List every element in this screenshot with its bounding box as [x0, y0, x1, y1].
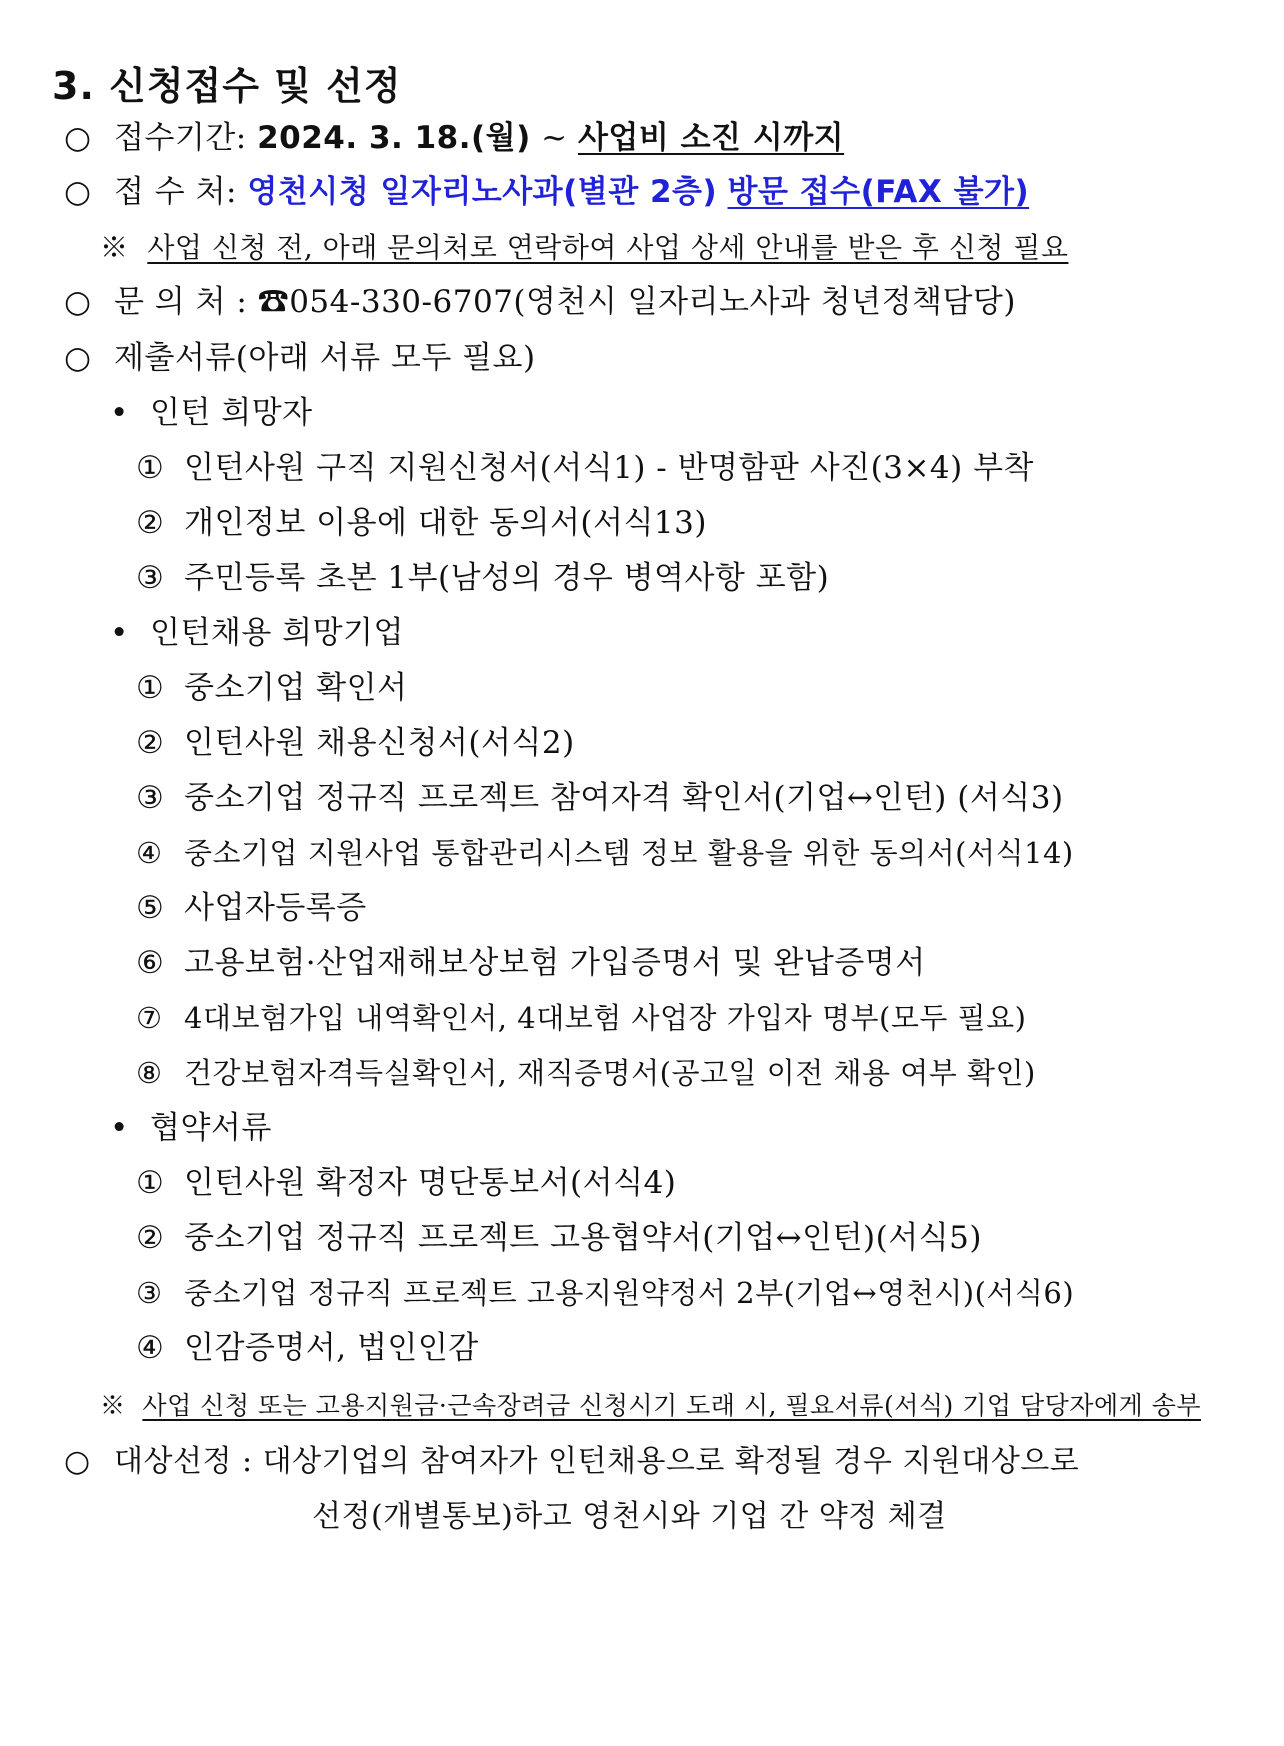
item-number: ③ — [136, 560, 165, 596]
period-date: 2024. 3. 18.(월) — [257, 120, 531, 156]
item-number: ① — [136, 450, 165, 486]
period-until: 사업비 소진 시까지 — [577, 120, 845, 156]
item-text: 주민등록 초본 1부(남성의 경우 병역사항 포함) — [184, 560, 830, 596]
list-item — [136, 1273, 1074, 1313]
selection-line2: 선정(개별통보)하고 영천시와 기업 간 약정 체결 — [312, 1499, 947, 1534]
dot-bullet: • — [110, 615, 129, 651]
list-item — [136, 1328, 479, 1368]
item-number: ① — [136, 670, 165, 706]
item-text: 사업자등록증 — [184, 890, 367, 926]
section-title: 3. 신청접수 및 선정 — [52, 64, 402, 108]
list-item — [136, 448, 1034, 488]
group-title: 인턴채용 희망기업 — [150, 615, 404, 651]
period-row — [64, 118, 844, 158]
list-item — [136, 1218, 982, 1258]
docs-group-company — [110, 613, 404, 653]
item-text: 인턴사원 채용신청서(서식2) — [184, 725, 575, 761]
note-mark: ※ — [100, 231, 129, 264]
contact-value: 054-330-6707(영천시 일자리노사과 청년정책담당) — [289, 284, 1016, 320]
item-number: ② — [136, 1220, 165, 1256]
item-number: ⑤ — [136, 890, 165, 926]
circle-bullet: ○ — [64, 174, 92, 210]
item-text: 고용보험·산업재해보상보험 가입증명서 및 완납증명서 — [184, 945, 926, 981]
circle-bullet: ○ — [64, 1444, 91, 1479]
period-separator: ~ — [530, 120, 578, 156]
item-number: ③ — [136, 780, 165, 816]
item-text: 4대보험가입 내역확인서, 4대보험 사업장 가입자 명부(모두 필요) — [184, 1001, 1027, 1035]
circle-bullet: ○ — [64, 284, 92, 320]
dot-bullet: • — [110, 1110, 129, 1146]
list-item — [136, 668, 407, 708]
place-label: 접 수 처: — [114, 174, 248, 210]
list-item — [136, 998, 1026, 1038]
circle-bullet: ○ — [64, 120, 92, 156]
note-contact-first — [100, 228, 1068, 268]
item-number: ⑥ — [136, 945, 165, 981]
docs-label: 제출서류(아래 서류 모두 필요) — [114, 340, 536, 376]
item-text: 중소기업 확인서 — [184, 670, 408, 706]
selection-line1: 대상기업의 참여자가 인턴채용으로 확정될 경우 지원대상으로 — [262, 1444, 1080, 1479]
note-mark: ※ — [100, 1391, 126, 1420]
item-text: 인턴사원 구직 지원신청서(서식1) - 반명함판 사진(3×4) 부착 — [184, 450, 1034, 486]
item-number: ④ — [136, 1330, 165, 1366]
docs-row — [64, 338, 536, 378]
list-item — [136, 943, 926, 983]
list-item — [136, 833, 1074, 873]
item-number: ⑦ — [136, 1001, 163, 1035]
list-item — [136, 503, 707, 543]
item-text: 중소기업 정규직 프로젝트 고용협약서(기업↔인턴)(서식5) — [184, 1220, 982, 1256]
item-number: ⑧ — [136, 1056, 163, 1090]
period-label: 접수기간: — [114, 120, 258, 156]
item-text: 개인정보 이용에 대한 동의서(서식13) — [184, 505, 707, 541]
list-item — [136, 1053, 1036, 1093]
item-text: 중소기업 정규직 프로젝트 참여자격 확인서(기업↔인턴) (서식3) — [184, 780, 1064, 816]
contact-label: 문 의 처 : — [114, 284, 258, 320]
list-item — [136, 1163, 676, 1203]
phone-icon: ☎ — [257, 284, 290, 320]
item-number: ① — [136, 1165, 165, 1201]
selection-row — [64, 1442, 1079, 1482]
selection-label: 대상선정 : — [114, 1444, 263, 1479]
list-item — [136, 778, 1064, 818]
docs-group-intern — [110, 393, 313, 433]
contact-row — [64, 282, 1016, 322]
item-text: 건강보험자격득실확인서, 재직증명서(공고일 이전 채용 여부 확인) — [184, 1056, 1036, 1090]
docs-group-agreement — [110, 1108, 272, 1148]
note-text: 사업 신청 전, 아래 문의처로 연락하여 사업 상세 안내를 받은 후 신청 필요 — [147, 231, 1069, 264]
item-text: 인턴사원 확정자 명단통보서(서식4) — [184, 1165, 677, 1201]
place-method: 방문 접수(FAX 불가) — [727, 174, 1030, 210]
place-row — [64, 172, 1029, 212]
note-text: 사업 신청 또는 고용지원금·근속장려금 신청시기 도래 시, 필요서류(서식) 기업 담당자에게 송부 — [142, 1391, 1201, 1420]
item-number: ② — [136, 725, 165, 761]
list-item — [136, 888, 367, 928]
item-number: ③ — [136, 1276, 163, 1310]
item-text: 인감증명서, 법인인감 — [184, 1330, 479, 1366]
list-item — [136, 723, 575, 763]
circle-bullet: ○ — [64, 340, 92, 376]
item-number: ④ — [136, 836, 163, 870]
item-number: ② — [136, 505, 165, 541]
list-item — [136, 558, 829, 598]
item-text: 중소기업 정규직 프로젝트 고용지원약정서 2부(기업↔영천시)(서식6) — [184, 1276, 1075, 1310]
place-value: 영천시청 일자리노사과(별관 2층) — [247, 174, 718, 210]
item-text: 중소기업 지원사업 통합관리시스템 정보 활용을 위한 동의서(서식14) — [184, 836, 1074, 870]
note-send-forms — [100, 1386, 1201, 1426]
group-title: 인턴 희망자 — [150, 395, 313, 431]
group-title: 협약서류 — [150, 1110, 272, 1146]
dot-bullet: • — [110, 395, 129, 431]
